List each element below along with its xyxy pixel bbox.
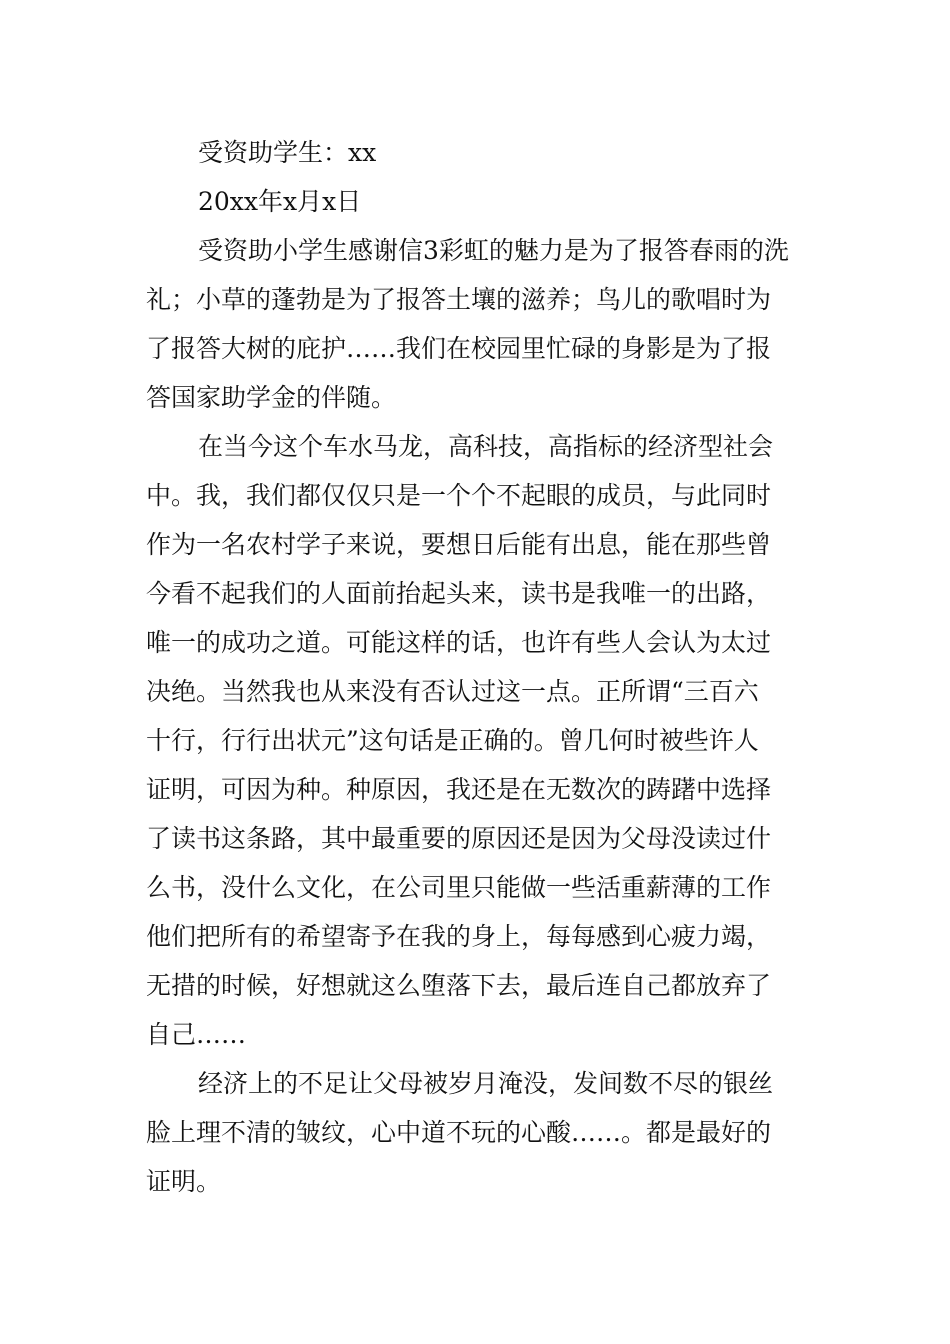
paragraph-line: 么书，没什么文化，在公司里只能做一些活重薪薄的工作 <box>146 873 772 902</box>
paragraph-line: 证明，可因为种。种原因，我还是在无数次的踌躇中选择 <box>146 775 772 804</box>
paragraph-line: 在当今这个车水马龙，高科技，高指标的经济型社会 <box>198 432 774 461</box>
paragraph-line: 作为一名农村学子来说，要想日后能有出息，能在那些曾 <box>146 530 772 559</box>
signature-date: 20xx年x月x日 <box>198 187 362 216</box>
paragraph-line: 经济上的不足让父母被岁月淹没，发间数不尽的银丝 <box>198 1069 774 1098</box>
paragraph-line: 了报答大树的庇护……我们在校园里忙碌的身影是为了报 <box>146 334 772 363</box>
paragraph-line: 中。我，我们都仅仅只是一个个不起眼的成员，与此同时 <box>146 481 772 510</box>
paragraph-line: 了读书这条路，其中最重要的原因还是因为父母没读过什 <box>146 824 772 853</box>
paragraph-line: 决绝。当然我也从来没有否认过这一点。正所谓“三百六 <box>146 677 759 706</box>
paragraph-line: 受资助小学生感谢信3彩虹的魅力是为了报答春雨的洗 <box>198 236 789 265</box>
paragraph-2 <box>146 422 806 1059</box>
paragraph-line: 十行，行行出状元”这句话是正确的。曾几何时被些许人 <box>146 726 759 755</box>
paragraph-line: 无措的时候，好想就这么堕落下去，最后连自己都放弃了 <box>146 971 772 1000</box>
paragraph-line: 他们把所有的希望寄予在我的身上，每每感到心疲力竭， <box>146 922 772 951</box>
signature-student: 受资助学生：xx <box>198 138 377 167</box>
paragraph-line: 证明。 <box>146 1167 222 1196</box>
paragraph-line: 答国家助学金的伴随。 <box>146 383 397 412</box>
paragraph-line: 脸上理不清的皱纹，心中道不玩的心酸……。都是最好的 <box>146 1118 772 1147</box>
paragraph-line: 今看不起我们的人面前抬起头来，读书是我唯一的出路， <box>146 579 772 608</box>
paragraph-3 <box>146 1059 806 1206</box>
letter-body <box>146 128 806 1206</box>
paragraph-line: 唯一的成功之道。可能这样的话，也许有些人会认为太过 <box>146 628 772 657</box>
paragraph-line: 自己…… <box>146 1020 247 1049</box>
paragraph-1 <box>146 226 806 422</box>
paragraph-line: 礼；小草的蓬勃是为了报答土壤的滋养；鸟儿的歌唱时为 <box>146 285 772 314</box>
